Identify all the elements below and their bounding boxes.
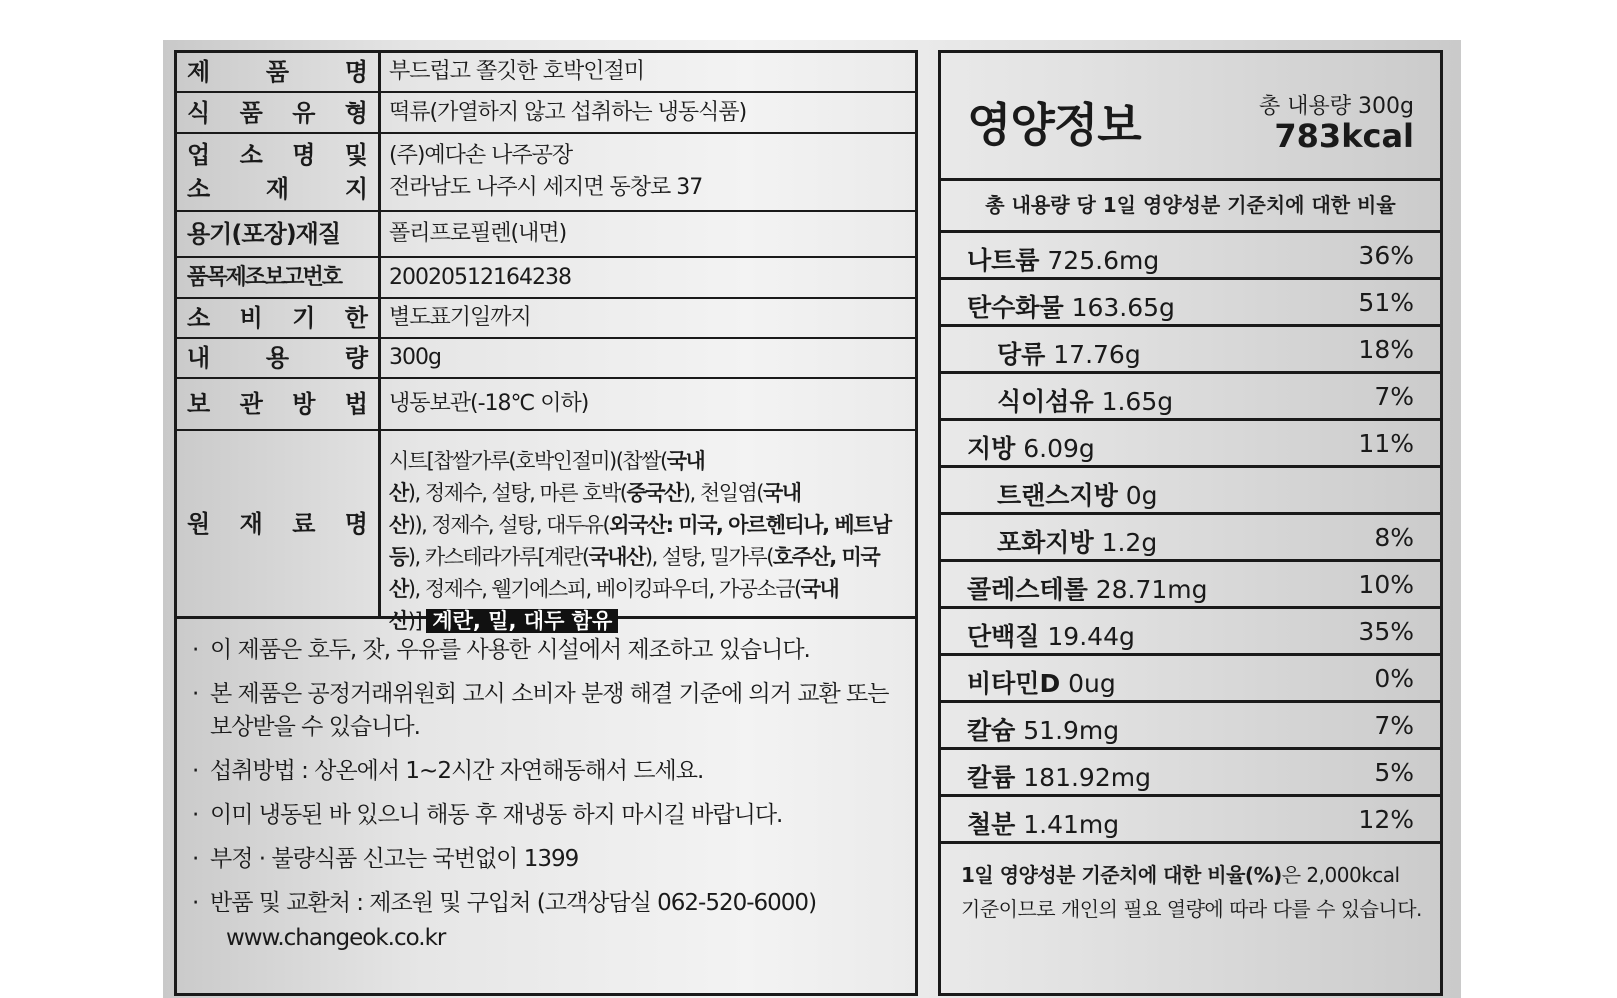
notice-item: · 이 제품은 호두, 잣, 우유를 사용한 시설에서 제조하고 있습니다.	[192, 637, 810, 663]
row-manufacturer	[177, 134, 915, 212]
nutrition-title: 영양정보	[967, 98, 1141, 152]
notice-item: · 본 제품은 공정거래위원회 고시 소비자 분쟁 해결 기준에 의거 교환 또는 보상받을 수 있습니다.	[192, 681, 889, 740]
nutrition-subheader: 총 내용량 당 1일 영양성분 기준치에 대한 비율	[941, 181, 1440, 233]
row-expiry	[177, 299, 915, 339]
label-address: 소 재 지	[187, 175, 368, 203]
total-kcal: 783kcal	[1274, 117, 1414, 155]
value-product-name: 부드럽고 쫄깃한 호박인절미	[389, 59, 645, 84]
value-storage: 냉동보관(-18℃ 이하)	[389, 391, 589, 416]
nutrient-row: 지방 6.09g 11%	[941, 421, 1440, 468]
nutrient-row: 비타민D 0ug 0%	[941, 656, 1440, 703]
nutrition-header	[941, 53, 1440, 181]
label-manufacturer: 업 소 명 및	[187, 141, 368, 169]
notice-item: · 부정 · 불량식품 신고는 국번없이 1399	[192, 846, 579, 872]
label-storage: 보 관 방 법	[187, 390, 368, 418]
value-content-amount: 300g	[389, 345, 441, 370]
nutrition-facts-table	[938, 50, 1443, 996]
value-expiry: 별도표기일까지	[389, 305, 531, 330]
total-content: 총 내용량 300g	[1259, 94, 1414, 119]
nutrition-footnote: 1일 영양성분 기준치에 대한 비율(%)은 2,000kcal 기준이므로 개인의 필요 열량에 따라 다를 수 있습니다.	[961, 863, 1422, 921]
notice-list	[192, 634, 907, 955]
nutrient-row: 포화지방 1.2g 8%	[941, 515, 1440, 562]
notice-item: · 반품 및 교환처 : 제조원 및 구입처 (고객상담실 062-520-6000)	[192, 890, 817, 916]
allergen-badge: 계란, 밀, 대두 함유	[426, 609, 618, 633]
value-packaging: 폴리프로필렌(내면)	[389, 221, 567, 246]
row-food-type	[177, 93, 915, 134]
row-packaging	[177, 212, 915, 258]
nutrient-row: 칼슘 51.9mg 7%	[941, 703, 1440, 750]
value-address: 전라남도 나주시 세지면 동창로 37	[389, 175, 703, 200]
website-link[interactable]: www.changeok.co.kr	[226, 925, 446, 951]
nutrient-row: 콜레스테롤 28.71mg 10%	[941, 562, 1440, 609]
label-product-name: 제 품 명	[187, 58, 368, 86]
value-food-type: 떡류(가열하지 않고 섭취하는 냉동식품)	[389, 99, 747, 125]
nutrient-row: 단백질 19.44g 35%	[941, 609, 1440, 656]
value-manufacturer: (주)예다손 나주공장	[389, 143, 573, 168]
label-food-type: 식 품 유 형	[187, 98, 368, 127]
row-content-amount	[177, 339, 915, 379]
nutrient-row: 나트륨 725.6mg 36%	[941, 233, 1440, 280]
nutrient-row: 탄수화물 163.65g 51%	[941, 280, 1440, 327]
nutrient-row: 철분 1.41mg 12%	[941, 797, 1440, 844]
nutrient-row: 식이섬유 1.65g 7%	[941, 374, 1440, 421]
label-content-amount: 내 용 량	[187, 344, 368, 372]
row-ingredients	[177, 431, 915, 633]
row-product-name	[177, 53, 915, 93]
ingredients-text: 시트[찹쌀가루(호박인절미)(찹쌀(국내산), 정제수, 설탕, 마른 호박(중국산), 천일염(국내산)), 정제수, 설탕, 대두유(외국산: 미국, 아르헨티나, 베트남 등), 카스테라가루[계란(국내산), 설탕, 밀가루(호주산, 미국산), 정제수, 웰기에스피, 베이킹파우더, 가공소금(국내산)] 계란, 밀, 대두 함유	[389, 449, 891, 633]
nutrient-row: 칼륨 181.92mg 5%	[941, 750, 1440, 797]
value-report-number: 20020512164238	[389, 264, 571, 290]
notice-item: · 이미 냉동된 바 있으니 해동 후 재냉동 하지 마시길 바랍니다.	[192, 802, 783, 828]
nutrient-row: 트랜스지방 0g	[941, 468, 1440, 515]
row-report-number	[177, 258, 915, 299]
nutrient-row: 당류 17.76g 18%	[941, 327, 1440, 374]
label-report-number: 품목제조보고번호	[187, 264, 342, 290]
label-packaging: 용기(포장)재질	[187, 220, 341, 248]
notice-item: · 섭취방법 : 상온에서 1~2시간 자연해동해서 드세요.	[192, 758, 704, 784]
row-storage	[177, 379, 915, 431]
label-ingredients: 원 재 료 명	[187, 509, 368, 538]
label-expiry: 소 비 기 한	[187, 304, 368, 332]
